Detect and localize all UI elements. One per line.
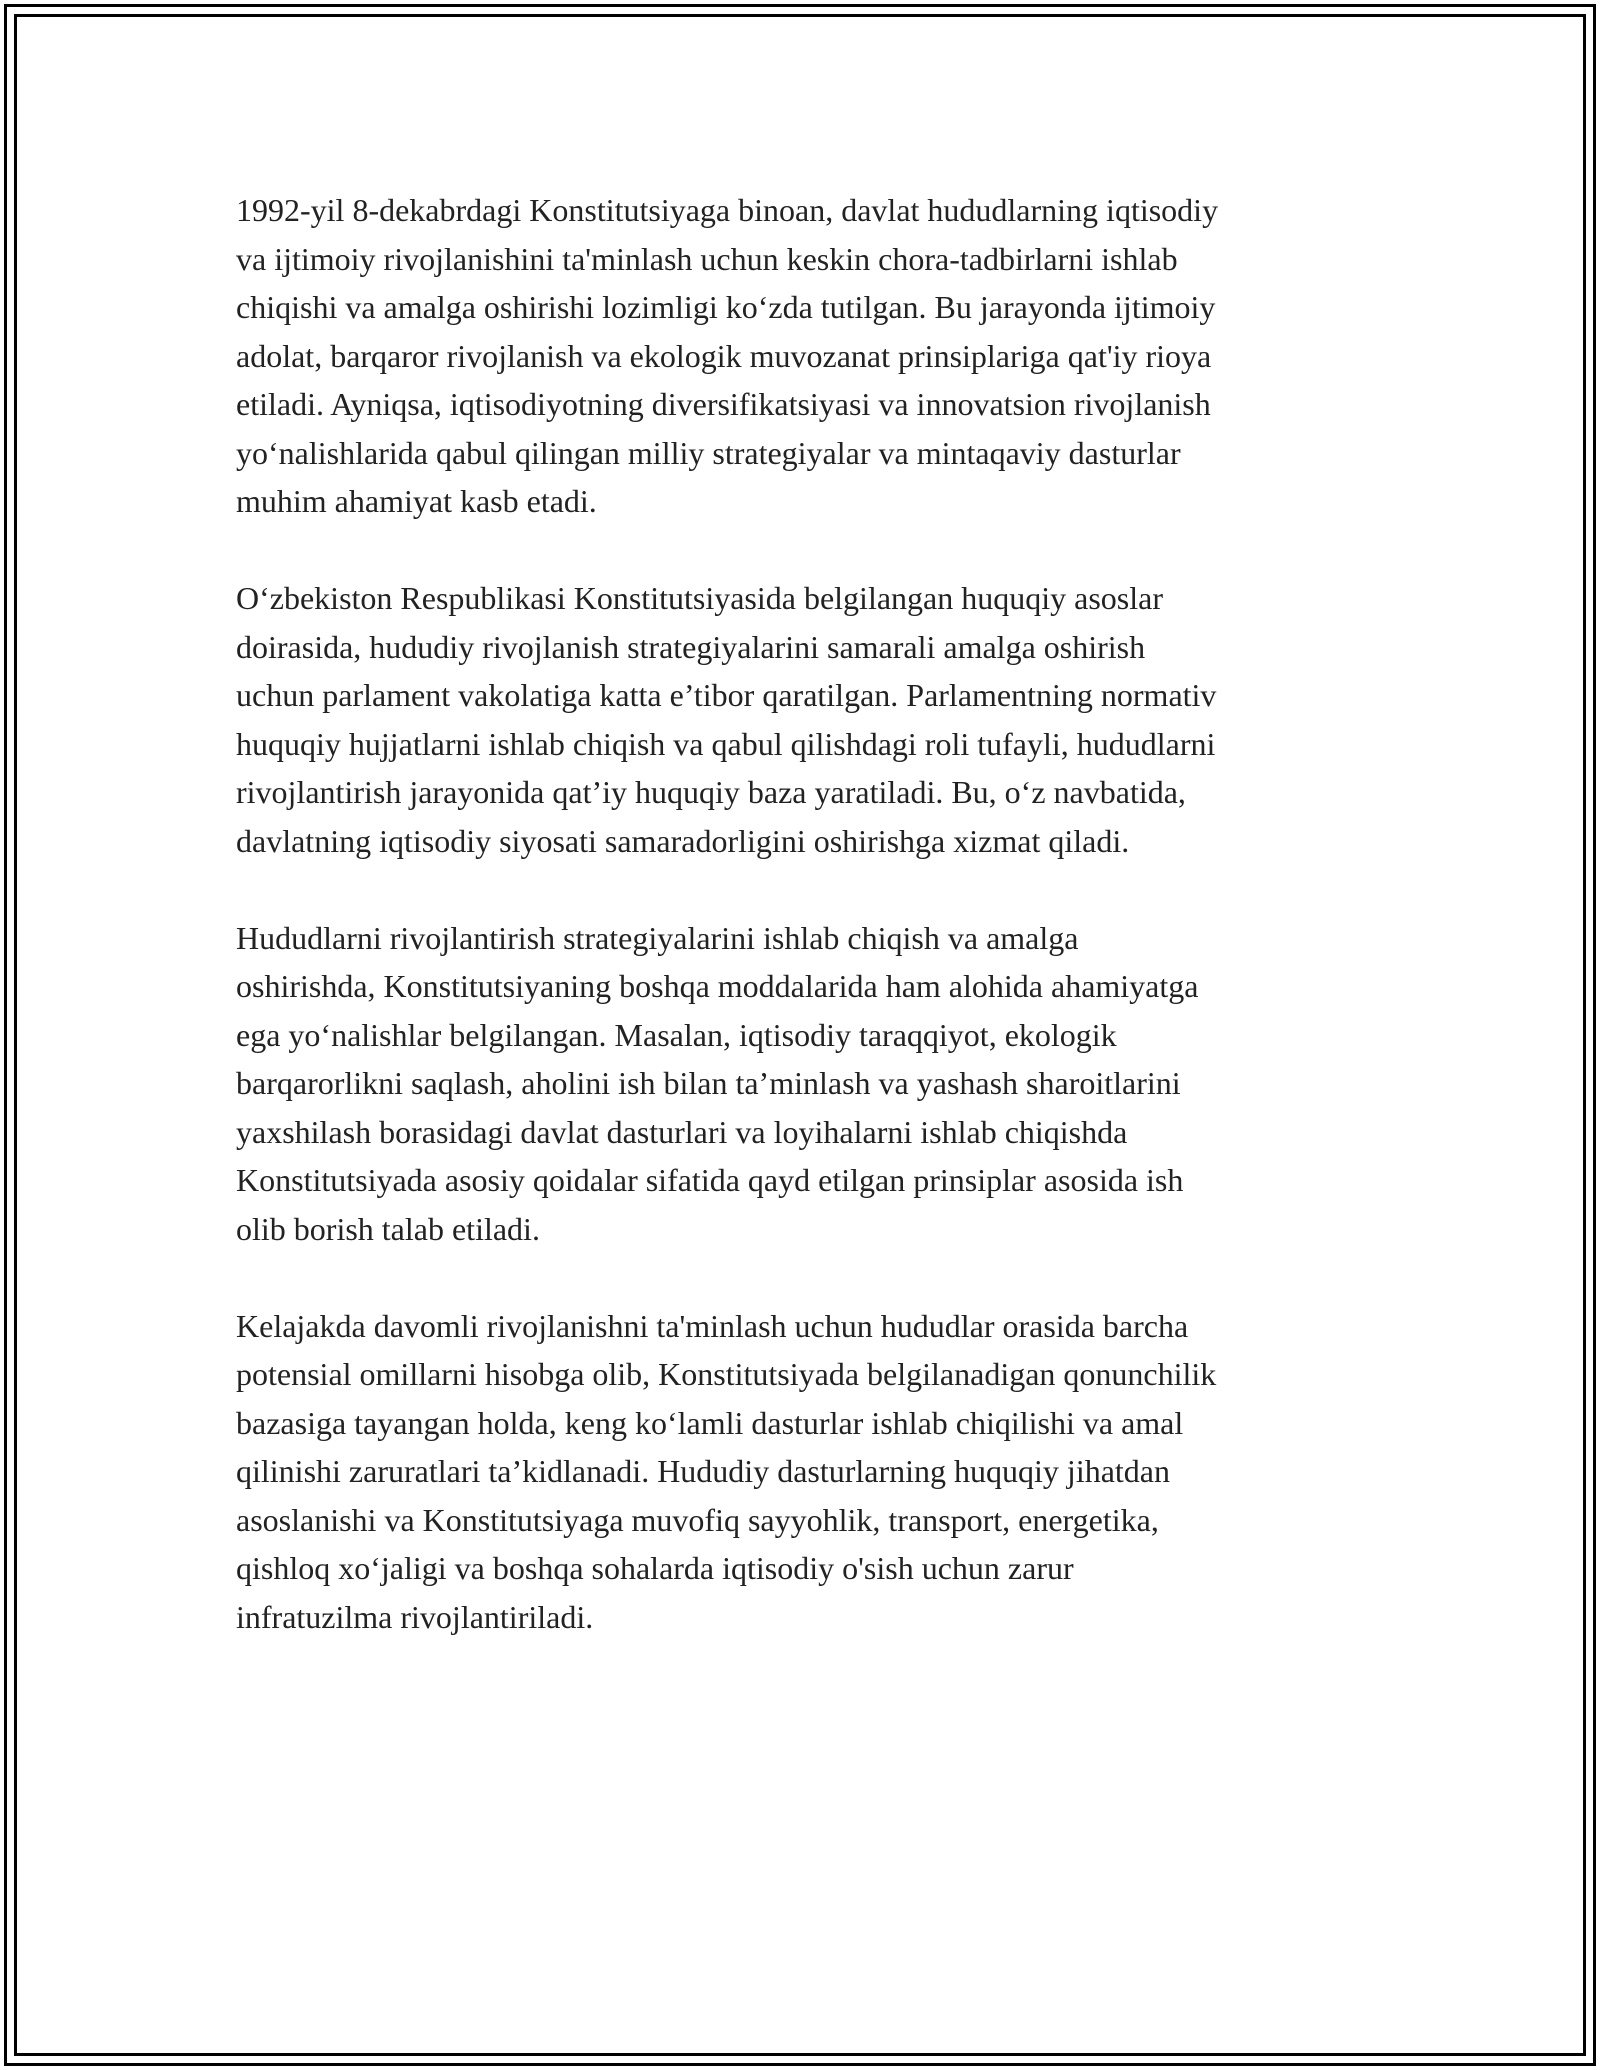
document-body [236, 186, 1366, 1641]
text-line: chiqishi va amalga oshirishi lozimligi ko‘zda tutilgan. Bu jarayonda ijtimoiy [236, 289, 1216, 325]
text-line: davlatning iqtisodiy siyosati samaradorligini oshirishga xizmat qiladi. [236, 822, 1130, 859]
text-line: va ijtimoiy rivojlanishini ta'minlash uchun keskin chora-tadbirlarni ishlab [236, 240, 1178, 277]
text-line: etiladi. Ayniqsa, iqtisodiyotning diversifikatsiyasi va innovatsion rivojlanish [236, 386, 1211, 422]
text-line: Konstitutsiyada asosiy qoidalar sifatida qayd etilgan prinsiplar asosida ish [236, 1162, 1184, 1198]
text-line: qilinishi zaruratlari ta’kidlanadi. Hududiy dasturlarning huquqiy jihatdan [236, 1453, 1170, 1489]
text-line: yo‘nalishlarida qabul qilingan milliy strategiyalar va mintaqaviy dasturlar [236, 434, 1181, 471]
text-line: barqarorlikni saqlash, aholini ish bilan ta’minlash va yashash sharoitlarini [236, 1065, 1181, 1101]
text-line: bazasiga tayangan holda, keng ko‘lamli dasturlar ishlab chiqilishi va amal [236, 1404, 1184, 1441]
text-line: huquqiy hujjatlarni ishlab chiqish va qabul qilishdagi roli tufayli, hududlarni [236, 725, 1216, 762]
text-line: asoslanishi va Konstitutsiyaga muvofiq sayyohlik, transport, energetika, [236, 1501, 1159, 1538]
text-line: yaxshilash borasidagi davlat dasturlari va loyihalarni ishlab chiqishda [236, 1113, 1128, 1150]
text-line: olib borish talab etiladi. [236, 1210, 540, 1247]
text-line: ega yo‘nalishlar belgilangan. Masalan, iqtisodiy taraqqiyot, ekologik [236, 1016, 1117, 1053]
text-line: oshirishda, Konstitutsiyaning boshqa moddalarida ham alohida ahamiyatga [236, 968, 1199, 1004]
paragraph-3 [236, 914, 1366, 1254]
text-line: potensial omillarni hisobga olib, Konstitutsiyada belgilanadigan qonunchilik [236, 1356, 1217, 1392]
text-line: muhim ahamiyat kasb etadi. [236, 483, 597, 519]
text-line: 1992-yil 8-dekabrdagi Konstitutsiyaga binoan, davlat hududlarning iqtisodiy [236, 192, 1219, 228]
text-line: infratuzilma rivojlantiriladi. [236, 1598, 594, 1635]
text-line: Kelajakda davomli rivojlanishni ta'minlash uchun hududlar orasida barcha [236, 1307, 1189, 1344]
text-line: O‘zbekiston Respublikasi Konstitutsiyasida belgilangan huquqiy asoslar [236, 580, 1163, 616]
text-line: qishloq xo‘jaligi va boshqa sohalarda iqtisodiy o'sish uchun zarur [236, 1550, 1074, 1586]
text-line: adolat, barqaror rivojlanish va ekologik muvozanat prinsiplariga qat'iy rioya [236, 337, 1212, 374]
paragraph-1 [236, 186, 1366, 526]
text-line: doirasida, hududiy rivojlanish strategiyalarini samarali amalga oshirish [236, 628, 1146, 665]
text-line: rivojlantirish jarayonida qat’iy huquqiy baza yaratiladi. Bu, o‘z navbatida, [236, 774, 1186, 810]
text-line: Hududlarni rivojlantirish strategiyalarini ishlab chiqish va amalga [236, 919, 1079, 956]
text-line: uchun parlament vakolatiga katta e’tibor qaratilgan. Parlamentning normativ [236, 677, 1217, 713]
paragraph-4 [236, 1302, 1366, 1642]
paragraph-2 [236, 574, 1366, 865]
